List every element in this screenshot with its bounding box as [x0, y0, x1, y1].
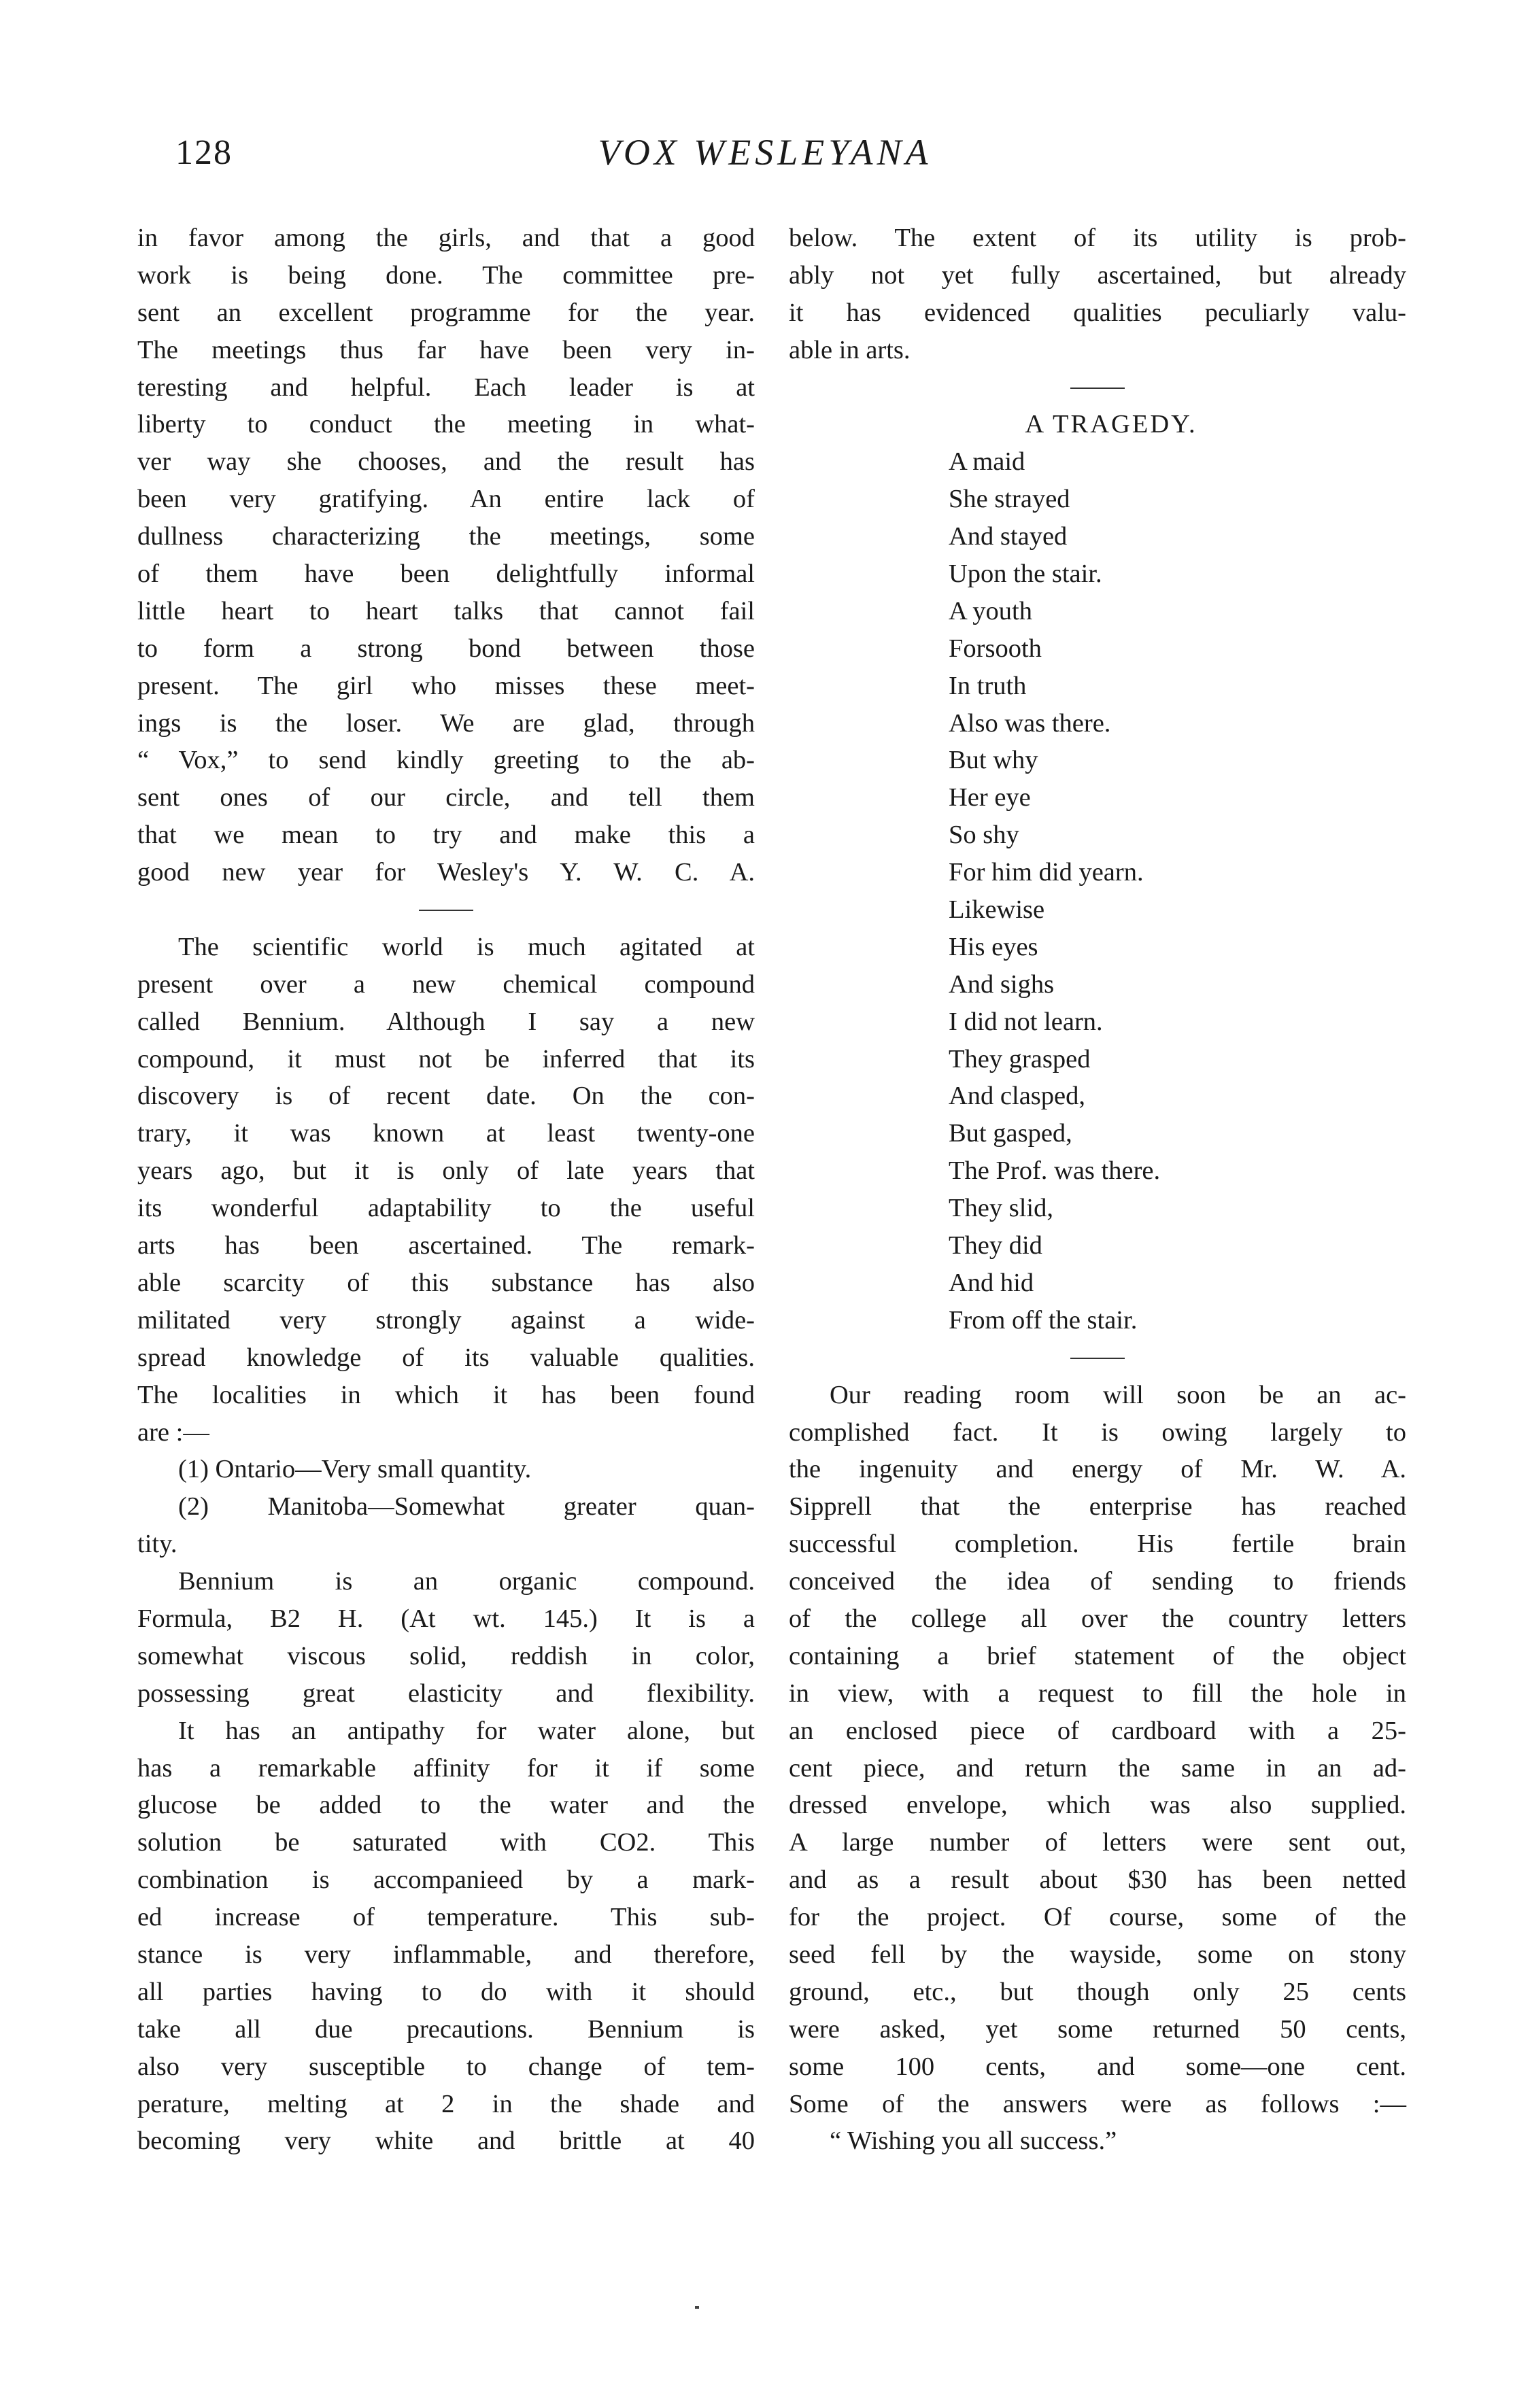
- page-header: [0, 133, 1530, 180]
- right-column: [789, 220, 1406, 2160]
- poem-line: His eyes: [949, 932, 1038, 961]
- poem-line: She strayed: [949, 485, 1070, 514]
- text-line: ed increase of temperature. This sub-: [137, 1903, 755, 1932]
- text-line: spread knowledge of its valuable qualities.: [137, 1343, 755, 1372]
- text-line: has a remarkable affinity for it if some: [137, 1753, 755, 1783]
- text-line: combination is accompanieed by a mark-: [137, 1865, 755, 1895]
- text-line: present over a new chemical compound: [137, 969, 755, 999]
- text-line: tity.: [137, 1530, 177, 1559]
- poem-line: The Prof. was there.: [949, 1156, 1161, 1186]
- text-line: take all due precautions. Bennium is: [137, 2014, 755, 2044]
- text-line: complished fact. It is owing largely to: [789, 1417, 1406, 1447]
- text-line: also very susceptible to change of tem-: [137, 2052, 755, 2081]
- text-line: seed fell by the wayside, some on stony: [789, 1940, 1406, 1969]
- text-line: solution be saturated with CO2. This: [137, 1828, 755, 1857]
- text-line: the ingenuity and energy of Mr. W. A.: [789, 1455, 1406, 1484]
- poem-line: A youth: [949, 596, 1033, 625]
- text-line: arts has been ascertained. The remark-: [137, 1231, 755, 1260]
- text-line: compound, it must not be inferred that its: [137, 1044, 755, 1073]
- text-line: Our reading room will soon be an ac-: [830, 1380, 1406, 1409]
- text-line: an enclosed piece of cardboard with a 25-: [789, 1716, 1406, 1745]
- text-line: liberty to conduct the meeting in what-: [137, 410, 755, 439]
- poem-line: Upon the stair.: [949, 560, 1102, 589]
- poem-line: They did: [949, 1231, 1042, 1260]
- text-line: ver way she chooses, and the result has: [137, 447, 755, 477]
- page-foot-mark: [695, 2306, 699, 2309]
- text-line: perature, melting at 2 in the shade and: [137, 2089, 755, 2118]
- text-line: A large number of letters were sent out,: [789, 1828, 1406, 1857]
- text-line: work is being done. The committee pre-: [137, 260, 755, 290]
- text-line: “ Wishing you all success.”: [830, 2127, 1117, 2156]
- text-line: containing a brief statement of the object: [789, 1641, 1406, 1670]
- poem-body: [789, 443, 1406, 1339]
- text-line: for the project. Of course, some of the: [789, 1903, 1406, 1932]
- text-line: able in arts.: [789, 335, 911, 364]
- text-line: sent an excellent programme for the year.: [137, 298, 755, 327]
- text-line: stance is very inflammable, and therefore,: [137, 1940, 755, 1969]
- text-line: The localities in which it has been found: [137, 1380, 755, 1409]
- text-line: possessing great elasticity and flexibility.: [137, 1679, 755, 1708]
- right-column-bottom-text: [789, 1377, 1406, 2161]
- poem-line: They slid,: [949, 1194, 1053, 1223]
- section-divider: [137, 891, 755, 929]
- text-line: somewhat viscous solid, reddish in color,: [137, 1641, 755, 1670]
- poem-line: Likewise: [949, 895, 1045, 925]
- text-line: been very gratifying. An entire lack of: [137, 485, 755, 514]
- text-line: all parties having to do with it should: [137, 1977, 755, 2006]
- text-line: (2) Manitoba—Somewhat greater quan-: [178, 1492, 755, 1521]
- text-line: present. The girl who misses these meet-: [137, 671, 755, 700]
- poem-line: They grasped: [949, 1044, 1091, 1073]
- text-line: in favor among the girls, and that a good: [137, 224, 755, 252]
- text-line: able scarcity of this substance has also: [137, 1268, 755, 1297]
- poem-title: A TRAGEDY.: [1025, 410, 1197, 439]
- poem-line: But why: [949, 746, 1038, 775]
- text-line: it has evidenced qualities peculiarly valu-: [789, 298, 1406, 327]
- text-line: good new year for Wesley's Y. W. C. A.: [137, 858, 755, 887]
- text-line: dullness characterizing the meetings, some: [137, 522, 755, 551]
- right-column-top-text: [789, 220, 1406, 369]
- text-line: sent ones of our circle, and tell them: [137, 783, 755, 812]
- poem-line: Forsooth: [949, 634, 1042, 663]
- text-line: in view, with a request to fill the hole in: [789, 1679, 1406, 1708]
- poem-line: And stayed: [949, 522, 1068, 551]
- poem-line: But gasped,: [949, 1119, 1072, 1148]
- text-line: Some of the answers were as follows :—: [789, 2089, 1406, 2118]
- text-line: The meetings thus far have been very in-: [137, 335, 755, 364]
- text-line: trary, it was known at least twenty-one: [137, 1119, 755, 1148]
- text-line: that we mean to try and make this a: [137, 821, 755, 850]
- poem-line: A maid: [949, 447, 1025, 477]
- text-line: successful completion. His fertile brain: [789, 1530, 1406, 1559]
- text-line: conceived the idea of sending to friends: [789, 1567, 1406, 1596]
- poem-line: For him did yearn.: [949, 858, 1144, 887]
- poem-line: And hid: [949, 1268, 1034, 1297]
- text-line: were asked, yet some returned 50 cents,: [789, 2014, 1406, 2044]
- text-line: discovery is of recent date. On the con-: [137, 1082, 755, 1111]
- text-line: ings is the loser. We are glad, through: [137, 708, 755, 738]
- text-line: called Bennium. Although I say a new: [137, 1007, 755, 1036]
- text-line: some 100 cents, and some—one cent.: [789, 2052, 1406, 2081]
- left-column: [137, 220, 755, 2160]
- text-line: dressed envelope, which was also supplied.: [789, 1791, 1406, 1820]
- text-line: below. The extent of its utility is prob-: [789, 224, 1406, 252]
- poem-line: And sighs: [949, 969, 1055, 999]
- text-line: The scientific world is much agitated at: [178, 932, 755, 961]
- text-line: It has an antipathy for water alone, but: [178, 1716, 755, 1745]
- text-line: Sipprell that the enterprise has reached: [789, 1492, 1406, 1521]
- text-line: little heart to heart talks that cannot fail: [137, 596, 755, 625]
- text-line: years ago, but it is only of late years that: [137, 1156, 755, 1186]
- text-line: becoming very white and brittle at 40: [137, 2127, 755, 2156]
- poem-line: From off the stair.: [949, 1305, 1138, 1335]
- text-line: “ Vox,” to send kindly greeting to the ab-: [137, 746, 755, 775]
- text-line: are :—: [137, 1417, 209, 1447]
- poem-line: Also was there.: [949, 708, 1111, 738]
- text-line: ably not yet fully ascertained, but already: [789, 260, 1406, 290]
- text-line: glucose be added to the water and the: [137, 1791, 755, 1820]
- section-divider: [789, 369, 1406, 407]
- text-line: Bennium is an organic compound.: [178, 1567, 755, 1596]
- running-title: VOX WESLEYANA: [598, 132, 932, 173]
- poem-line: Her eye: [949, 783, 1031, 812]
- text-line: of them have been delightfully informal: [137, 560, 755, 589]
- text-line: to form a strong bond between those: [137, 634, 755, 663]
- text-line: (1) Ontario—Very small quantity.: [178, 1455, 532, 1484]
- section-divider: [789, 1339, 1406, 1377]
- poem-line: In truth: [949, 671, 1027, 700]
- poem-line: And clasped,: [949, 1082, 1085, 1111]
- text-line: its wonderful adaptability to the useful: [137, 1194, 755, 1223]
- text-line: Formula, B2 H. (At wt. 145.) It is a: [137, 1604, 755, 1633]
- poem-line: So shy: [949, 821, 1019, 850]
- text-line: cent piece, and return the same in an ad-: [789, 1753, 1406, 1783]
- text-line: and as a result about $30 has been netted: [789, 1865, 1406, 1895]
- text-line: of the college all over the country letters: [789, 1604, 1406, 1633]
- text-line: teresting and helpful. Each leader is at: [137, 373, 755, 402]
- page-number: 128: [175, 133, 233, 172]
- text-line: ground, etc., but though only 25 cents: [789, 1977, 1406, 2006]
- poem-line: I did not learn.: [949, 1007, 1103, 1036]
- text-line: militated very strongly against a wide-: [137, 1305, 755, 1335]
